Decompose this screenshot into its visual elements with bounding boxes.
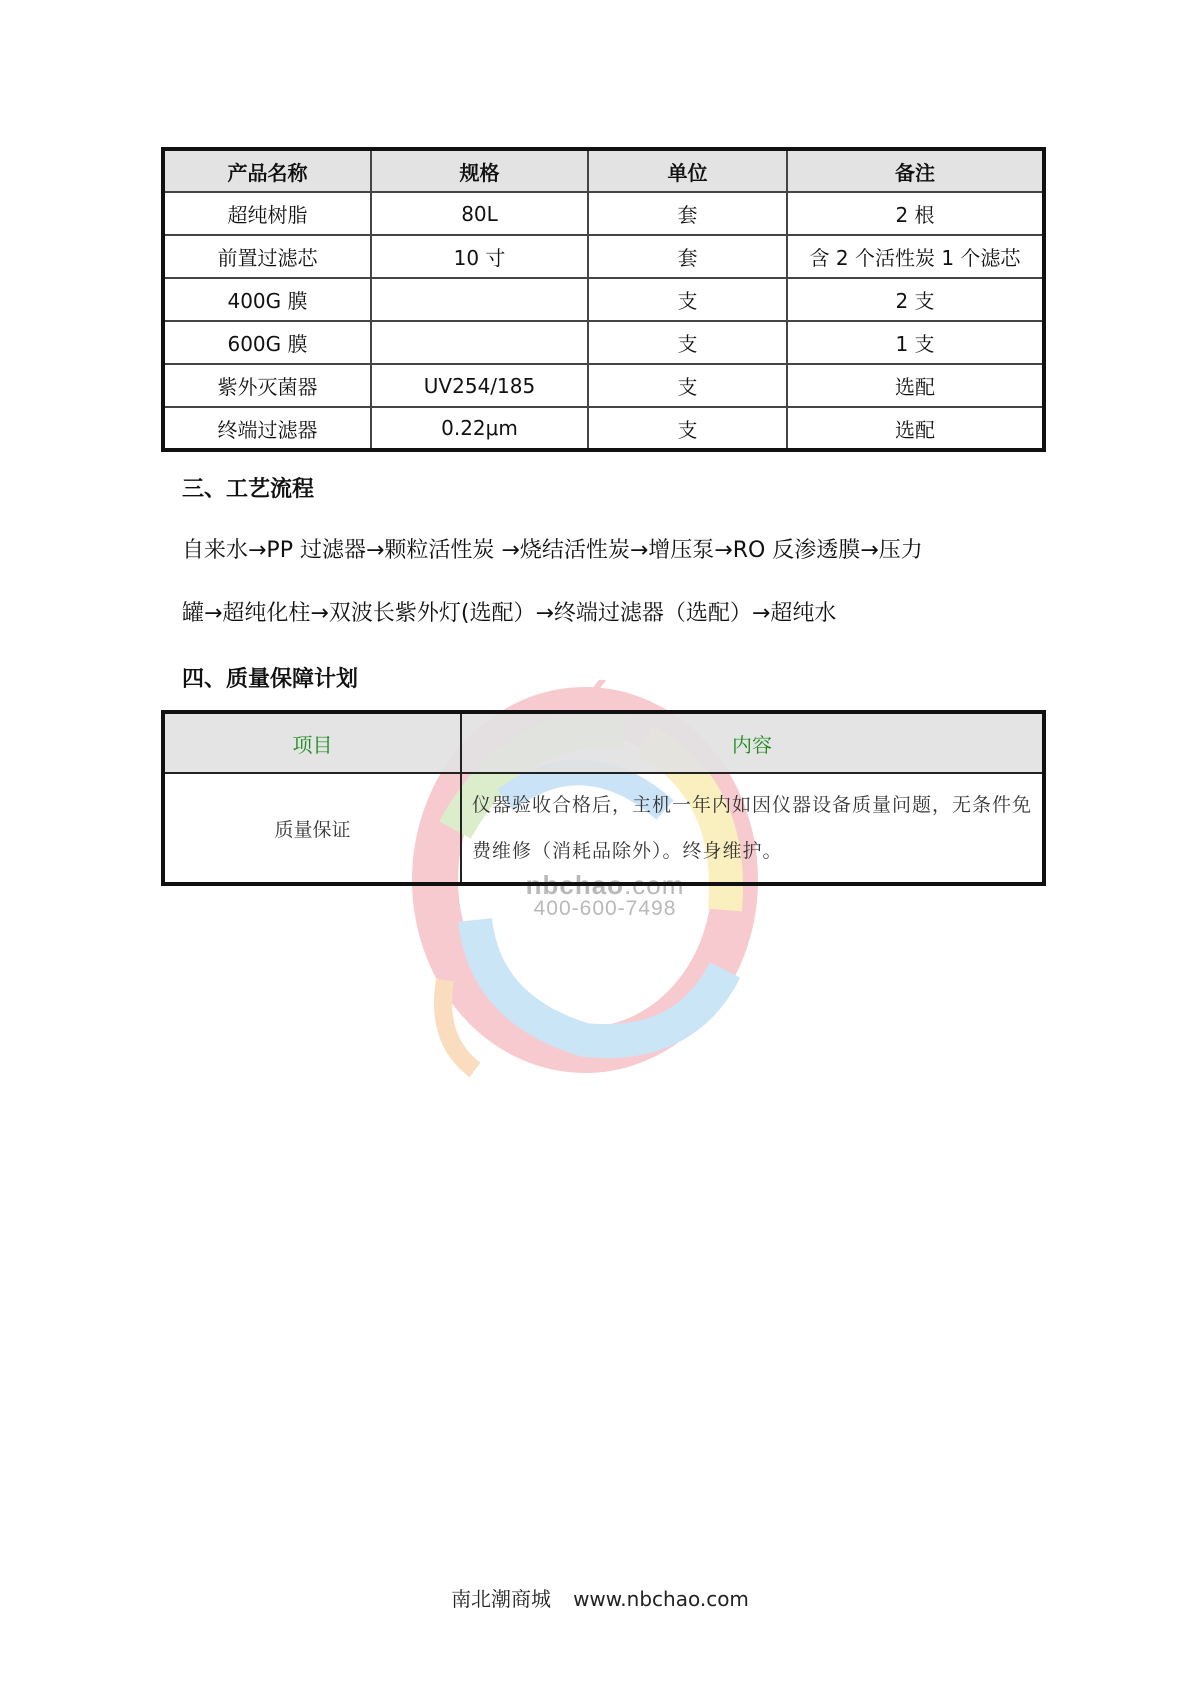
cell-unit: 支 — [588, 321, 787, 364]
cell-spec: 0.22μm — [371, 407, 588, 450]
table-row — [163, 235, 1044, 278]
section-title-process: 三、工艺流程 — [182, 477, 315, 502]
cell-unit: 支 — [588, 364, 787, 407]
cell-name: 600G 膜 — [163, 321, 371, 364]
process-flow-line-1: 自来水→PP 过滤器→颗粒活性炭 →烧结活性炭→增压泵→RO 反渗透膜→压力 — [182, 538, 923, 563]
process-flow-line-2: 罐→超纯化柱→双波长紫外灯(选配）→终端过滤器（选配）→超纯水 — [182, 601, 837, 626]
cell-name: 紫外灭菌器 — [163, 364, 371, 407]
section-title-quality: 四、质量保障计划 — [182, 667, 359, 692]
table-row — [163, 192, 1044, 235]
cell-unit: 支 — [588, 278, 787, 321]
header-item: 项目 — [163, 712, 461, 773]
cell-name: 前置过滤芯 — [163, 235, 371, 278]
cell-name: 400G 膜 — [163, 278, 371, 321]
cell-unit: 支 — [588, 407, 787, 450]
cell-unit: 套 — [588, 192, 787, 235]
cell-spec — [371, 278, 588, 321]
header-note: 备注 — [787, 149, 1044, 192]
cell-spec: UV254/185 — [371, 364, 588, 407]
cell-name: 超纯树脂 — [163, 192, 371, 235]
cell-note: 1 支 — [787, 321, 1044, 364]
table-row — [163, 321, 1044, 364]
cell-item: 质量保证 — [163, 773, 461, 884]
header-spec: 规格 — [371, 149, 588, 192]
table-row — [163, 407, 1044, 450]
cell-content: 仪器验收合格后，主机一年内如因仪器设备质量问题，无条件免费维修（消耗品除外）。终身维护。 — [461, 773, 1044, 884]
cell-note: 2 根 — [787, 192, 1044, 235]
cell-spec: 10 寸 — [371, 235, 588, 278]
cell-spec — [371, 321, 588, 364]
product-spec-table — [161, 147, 1046, 452]
cell-spec: 80L — [371, 192, 588, 235]
page-footer — [0, 1583, 1200, 1612]
table-header-row — [163, 712, 1044, 773]
cell-note: 2 支 — [787, 278, 1044, 321]
quality-plan-table — [161, 710, 1046, 886]
cell-note: 含 2 个活性炭 1 个滤芯 — [787, 235, 1044, 278]
header-product-name: 产品名称 — [163, 149, 371, 192]
header-unit: 单位 — [588, 149, 787, 192]
table-row — [163, 364, 1044, 407]
table-row — [163, 278, 1044, 321]
cell-note: 选配 — [787, 407, 1044, 450]
cell-name: 终端过滤器 — [163, 407, 371, 450]
cell-note: 选配 — [787, 364, 1044, 407]
header-content: 内容 — [461, 712, 1044, 773]
footer-site-name: 南北潮商城 — [451, 1587, 552, 1611]
table-header-row — [163, 149, 1044, 192]
footer-url[interactable]: www.nbchao.com — [573, 1587, 749, 1611]
watermark-brand: nbchao.com — [525, 870, 685, 900]
cell-unit: 套 — [588, 235, 787, 278]
table-row — [163, 773, 1044, 884]
watermark-phone: 400-600-7498 — [533, 897, 677, 920]
